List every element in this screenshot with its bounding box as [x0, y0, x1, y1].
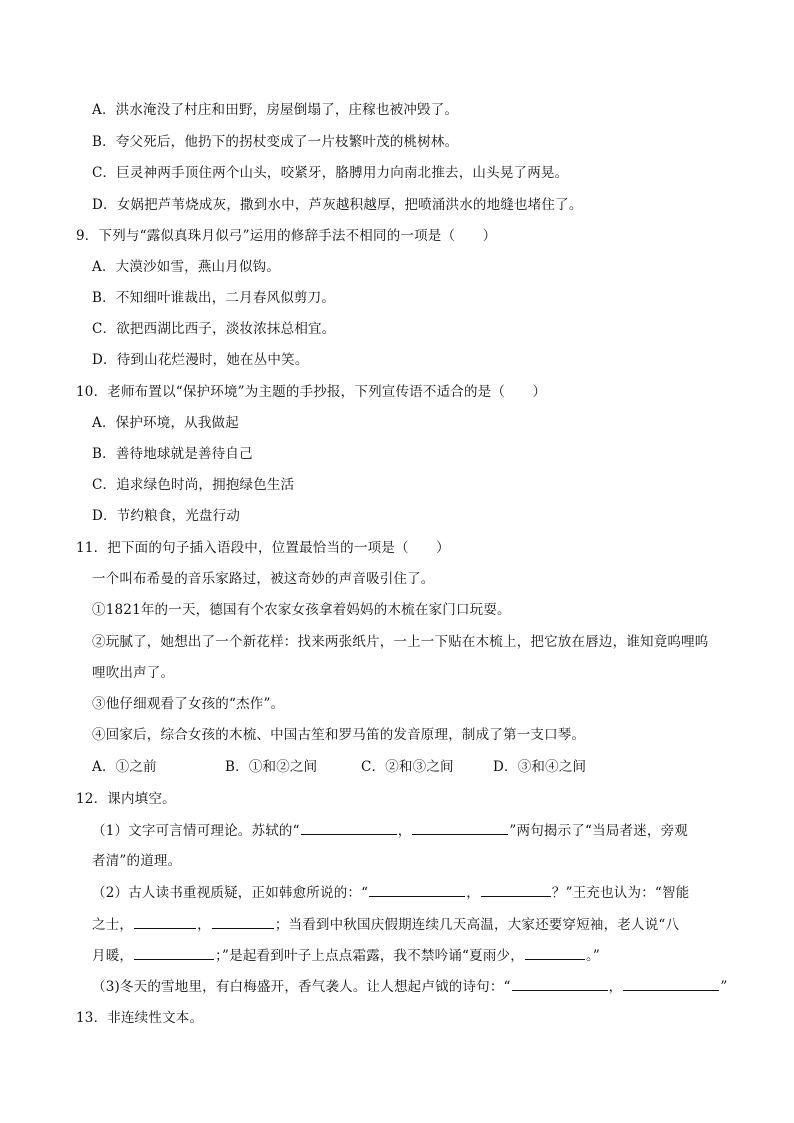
q11-option-d: D．③和④之间: [493, 759, 587, 775]
fill-blank[interactable]: [212, 915, 274, 929]
q10-option-d: D．节约粮食，光盘行动: [92, 508, 241, 524]
fill-blank[interactable]: [134, 915, 196, 929]
q11-option-a: A．①之前: [92, 759, 157, 775]
q11-option-c: C．②和③之间: [361, 759, 454, 775]
q12-item-2-cont: 之士， ， ；当看到中秋国庆假期连续几天高温，大家还要穿短袖，老人说“八: [92, 917, 680, 933]
q11-passage-2: ②玩腻了，她想出了一个新花样：找来两张纸片，一上一下贴在木梳上，把它放在唇边，谁知竟呜哩呜: [92, 634, 709, 650]
q11-passage-1: ①1821年的一天，德国有个农家女孩拿着妈妈的木梳在家门口玩耍。: [92, 602, 511, 618]
fill-blank[interactable]: [525, 946, 585, 960]
q13-stem: 13．非连续性文本。: [76, 1010, 204, 1026]
q11-passage-2-cont: 哩吹出声了。: [92, 665, 175, 681]
fill-blank[interactable]: [623, 977, 719, 991]
q12-item-1: （1）文字可言情可理论。苏轼的“ ， ”两句揭示了“当局者迷，旁观: [92, 823, 689, 839]
q11-option-b: B．①和②之间: [225, 759, 318, 775]
q11-passage-3: ③他仔细观看了女孩的“杰作”。: [92, 696, 285, 712]
fill-blank[interactable]: [412, 821, 508, 835]
q12-item-3: （3)冬天的雪地里，有白梅盛开，香气袭人。让人想起卢钺的诗句：“ ， ”: [92, 979, 728, 995]
q12-item-2-cont2: 月暖， ；”是起看到叶子上点点霜露，我不禁吟诵“夏雨少， 。”: [92, 948, 601, 964]
q10-option-c: C．追求绿色时尚，拥抱绿色生活: [92, 477, 295, 493]
fill-blank[interactable]: [301, 821, 397, 835]
fill-blank[interactable]: [512, 977, 608, 991]
q11-passage-4: ④回家后，综合女孩的木梳、中国古笙和罗马笛的发音原理，制成了第一支口琴。: [92, 727, 586, 743]
q9-option-a: A．大漠沙如雪，燕山月似钩。: [92, 259, 281, 275]
q9-stem: 9．下列与“露似真珠月似弓”运用的修辞手法不相同的一项是（ ）: [76, 228, 497, 244]
fill-blank[interactable]: [369, 883, 465, 897]
q11-stem: 11．把下面的句子插入语段中，位置最恰当的一项是（ ）: [76, 540, 450, 556]
q8-option-a: A．洪水淹没了村庄和田野，房屋倒塌了，庄稼也被冲毁了。: [92, 102, 459, 118]
fill-blank[interactable]: [481, 883, 551, 897]
q9-option-c: C．欲把西湖比西子，淡妆浓抹总相宜。: [92, 321, 336, 337]
q8-option-c: C．巨灵神两手顶住两个山头，咬紧牙，胳膊用力向南北推去，山头晃了两晃。: [92, 165, 569, 181]
q12-stem: 12．课内填空。: [76, 791, 176, 807]
q9-option-d: D．待到山花烂漫时，她在丛中笑。: [92, 352, 309, 368]
q12-item-1-cont: 者清”的道理。: [92, 853, 182, 869]
q11-options: [92, 758, 586, 776]
q12-item-2: （2）古人读书重视质疑，正如韩愈所说的：“ ， ？”王充也认为：“智能: [92, 885, 690, 901]
q10-stem: 10．老师布置以“保护环境”为主题的手抄报，下列宣传语不适合的是（ ）: [76, 384, 547, 400]
q10-option-a: A．保护环境，从我做起: [92, 415, 239, 431]
q8-option-b: B．夸父死后，他扔下的拐杖变成了一片枝繁叶茂的桃树林。: [92, 134, 459, 150]
q10-option-b: B．善待地球就是善待自己: [92, 446, 253, 462]
fill-blank[interactable]: [134, 946, 214, 960]
q8-option-d: D．女娲把芦苇烧成灰，撒到水中，芦灰越积越厚，把喷涌洪水的地缝也堵住了。: [92, 197, 583, 213]
q11-sentence: 一个叫布希曼的音乐家路过，被这奇妙的声音吸引住了。: [92, 571, 435, 587]
q9-option-b: B．不知细叶谁裁出，二月春风似剪刀。: [92, 290, 336, 306]
